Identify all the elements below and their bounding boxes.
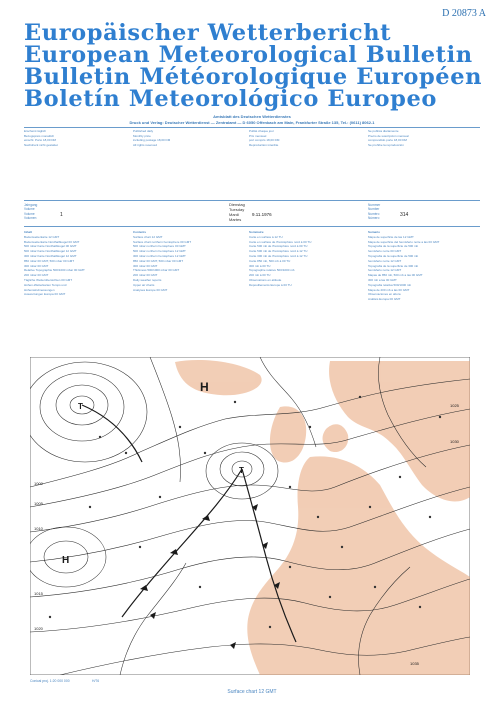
contents-item: Höhen-Wetterkarten Temps und [24,282,67,287]
contents-heading: Contents [133,230,146,234]
contents-column-french [249,230,311,288]
title-spanish: Boletín Meteorológico Europeo [24,86,438,112]
contents-item: 300 mb à 00 TU [249,263,271,268]
page-mark: H/76 [92,679,100,683]
contents-item: Carte en surface à 12 TU [249,234,283,239]
contents-heading: Sumario [368,230,381,234]
info-line: einschl. Porto 18,00 DM [24,138,57,143]
document-code: D 20873 A [442,8,486,19]
publisher-line1: Amtsblatt des Deutschen Wetterdienstes [213,114,291,119]
weekday: Martes [229,217,242,222]
isobar-label: 1015 [34,591,43,596]
year-value: 1 [60,212,63,218]
contents-item: hemisferio norte 00 GMT [368,249,402,254]
isobar-label: 1010 [34,526,43,531]
contents-item: Observations en altitude [249,277,282,282]
year-label: Volumen [24,216,37,221]
contents-item: Surface chart northern hemisphere 00 GMT [133,239,192,244]
info-line: Precio de suscripción mensual [368,133,409,138]
divider [24,200,480,201]
contents-item: Carte en surface de l'hémisphère nord à 00 TU [249,239,312,244]
contents-item: Surface chart 12 GMT [133,234,163,239]
weekday-block [229,202,245,222]
contents-item: Bodenwetterkarte 12 GMT [24,234,60,239]
isobar-label: 1020 [34,626,43,631]
surface-weather-map [30,357,470,675]
contents-item: Bodenwetterkarte Nordhalbkugel 00 GMT [24,239,80,244]
number-label: Número [368,216,380,221]
info-line: Monthly price [133,133,151,138]
title-german: Europäischer Wetterbericht [24,20,392,46]
number-label: Number [368,207,380,212]
divider [24,226,480,227]
info-line: comprendido porte 18,00 DM [368,138,407,143]
divider [24,127,480,128]
isobar-label: 1000 [34,481,43,486]
contents-item: hemisferio norte 12 GMT [368,258,402,263]
contents-item: Mapa de 200 mb a las 00 GMT [368,287,410,292]
contents-item: Thickness 500/1000 mbar 00 GMT [133,268,180,273]
contents-item: Topografía relativa 500/1000 mb [368,282,412,287]
isobar-label: 1005 [34,501,43,506]
contents-item: Carte 500 mb de l'hémisphère nord à 00 TU [249,244,308,249]
contents-item: Mapas de 850 mb, 500 mb a las 00 GMT [368,273,423,278]
info-line: Erscheint täglich [24,129,47,133]
year-label: Volume [24,211,35,216]
low-pressure-label: T [239,466,244,475]
contents-item: Observaciones en altura [368,292,401,297]
isobar-label: 1030 [450,439,459,444]
number-value: 314 [400,212,409,218]
map-caption: Surface chart 12 GMT [227,689,277,695]
contents-item: Topografía de la superficie de 500 mb [368,253,419,258]
contents-item: Dépouillements Europe à 00 TU [249,282,292,287]
contents-item: 300 mbar Karte Nordhalbkugel 12 GMT [24,253,77,258]
contents-item: Mapa de superficie del hemisferio norte a las 00 GMT [368,239,440,244]
info-line: All rights reserved [133,142,158,147]
info-line: Publié chaque jour [249,129,274,133]
contents-item: Daily weather reports [133,277,162,282]
contents-item: 500 mbar northern hemisphere 00 GMT [133,244,186,249]
info-column-spanish [368,129,409,147]
contents-item: Auswertungen Europa 00 GMT [24,292,66,297]
year-label: Volume [24,207,35,212]
contents-item: Carte 500 mb de l'hémisphère nord à 12 TU [249,249,308,254]
contents-item: Mapa de superficie de las 12 GMT [368,234,414,239]
isobar-label: 1025 [450,403,459,408]
number-label: Numéro [368,211,380,216]
contents-item: 200 mbar 00 GMT [24,273,49,278]
info-line: Se publica diariamente [368,129,399,133]
contents-item: Topographie relative 500/1000 mb [249,268,295,273]
contents-column-spanish [368,230,439,302]
contents-heading: Inhalt [24,230,32,234]
contents-item: 300 mbar 00 GMT [133,263,158,268]
contents-item: Analyses Europe 00 GMT [133,287,168,292]
publisher-line2: Druck und Verlag: Deutscher Wetterdienst — Zentralamt — D 6050 Offenbach am Main, Frankfurter Straße 135, Tel.: (0611) 8062-1 [129,120,375,125]
title-french: Bulletin Météorologique Européen [24,64,483,90]
info-line: port compris 18,00 DM [249,138,280,143]
contents-item: hemisferio norte 12 GMT [368,268,402,273]
number-label: Nummer [368,203,381,207]
contents-item: Análisis Europa 00 GMT [368,297,401,302]
low-pressure-label: T [78,402,83,411]
title-english: European Meteorological Bulletin [24,42,473,68]
contents-item: 200 mbar 00 GMT [133,273,158,278]
year-label: Jahrgang [24,203,38,207]
contents-item: Relative Topographie 500/1000 mbar 00 GMT [24,268,85,273]
number-labels [368,203,380,221]
contents-item: Upper air charts [133,282,155,287]
info-line: Bezugspreis monatlich [24,133,55,138]
date-value: 9.11.1976 [252,212,272,217]
contents-item: 200 mb à 00 TU [249,273,271,278]
info-column-english [133,129,170,147]
contents-item: Topografía de la superficie de 300 mb [368,263,419,268]
contents-heading: Sommaire [249,230,264,234]
weekday: Mardi [229,212,240,217]
contents-item: Carte 850 mb, 500 mb à 00 TU [249,258,291,263]
projection-note: Conical proj. 1:20 000 000 [30,679,70,683]
info-column-french [249,129,279,147]
title-block [24,22,494,110]
weekday: Tuesday [229,207,245,212]
info-line: Se prohibe la reproducción [368,142,404,147]
high-pressure-label: H [200,380,209,394]
info-line: Published daily [133,129,154,133]
weekday: Dienstag [229,202,245,207]
contents-item: Topografía de la superficie de 500 mb [368,244,419,249]
contents-item: Höhenwindmessungen [24,287,55,292]
contents-item: Carte 300 mb de l'hémisphère nord à 12 TU [249,253,308,258]
info-line: Prix mensuel [249,133,267,138]
contents-item: 850 mbar 00 GMT, 500 mbar 00 GMT [24,258,75,263]
contents-column-english [133,230,191,292]
contents-item: 500 mbar northern hemisphere 12 GMT [133,249,186,254]
contents-item: Tägliche Wetterübersichten 00 GMT [24,277,73,282]
contents-item: 300 mbar 00 GMT [24,263,49,268]
contents-item: 850 mbar 00 GMT, 500 mbar 00 GMT [133,258,184,263]
info-line: Reproduction interdite [249,142,279,147]
info-column-german [24,129,58,147]
isobar-label: 1035 [410,661,419,666]
contents-column-german [24,230,85,297]
high-pressure-label: H [62,555,70,566]
year-labels [24,203,37,221]
contents-item: 300 mb a las 00 GMT [368,277,397,282]
contents-item: 300 mbar northern hemisphere 12 GMT [133,253,186,258]
info-line: Nachdruck nicht gestattet [24,142,58,147]
contents-item: 500 mbar Karte Nordhalbkugel 12 GMT [24,249,77,254]
info-line: including postage 18,00 DM [133,138,171,143]
contents-item: 500 mbar Karte Nordhalbkugel 00 GMT [24,244,77,249]
